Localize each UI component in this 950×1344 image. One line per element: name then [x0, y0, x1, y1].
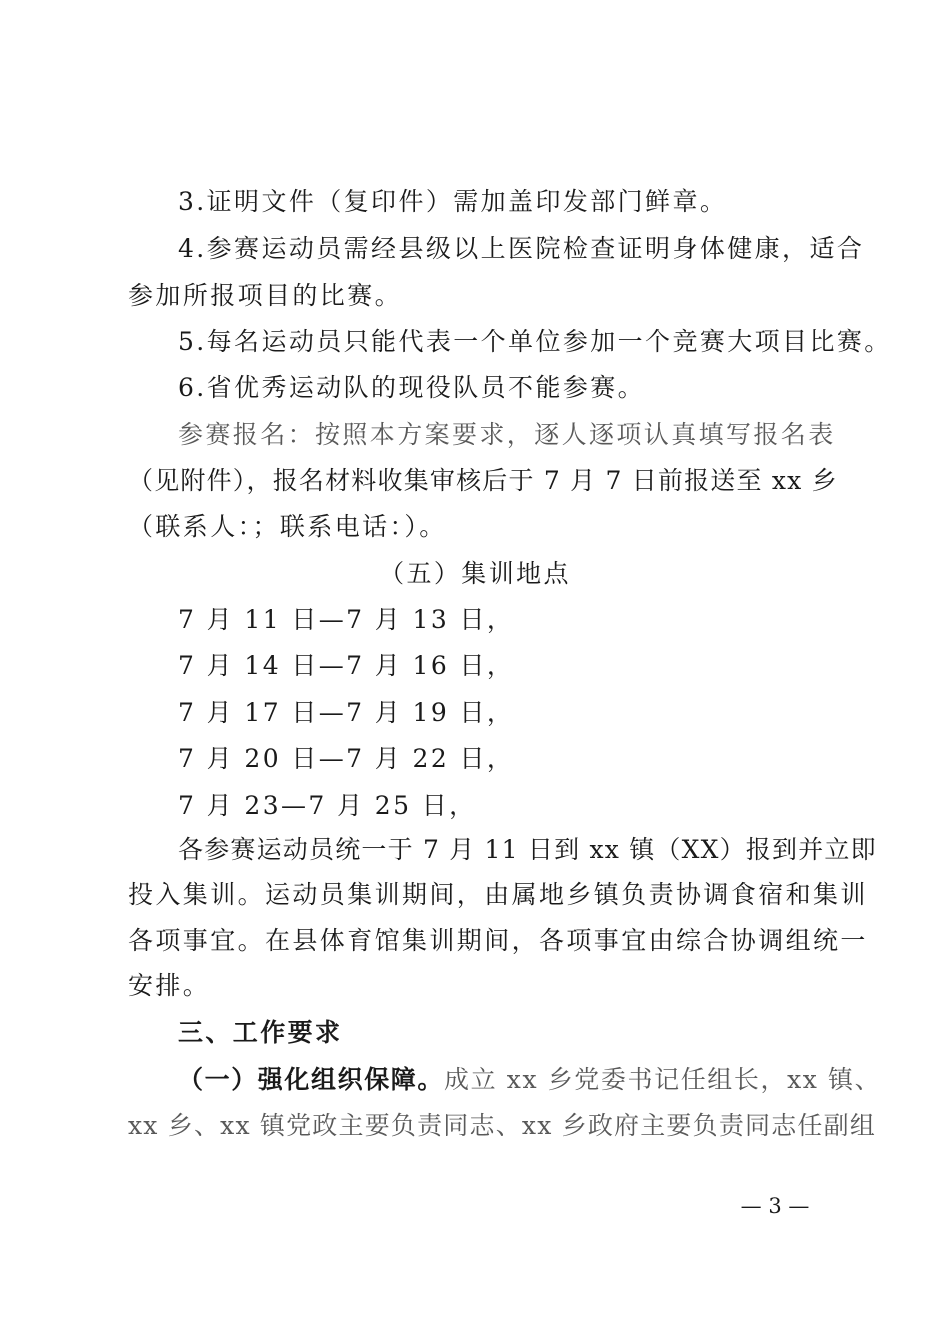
- date-range-line: 7 月 20 日—7 月 22 日，: [178, 744, 515, 773]
- paragraph-line: （联系人：；联系电话：）。: [128, 512, 447, 541]
- paragraph-line: 投入集训。运动员集训期间，由属地乡镇负责协调食宿和集训: [128, 880, 868, 909]
- paragraph-line: 各项事宜。在县体育馆集训期间，各项事宜由综合协调组统一: [128, 926, 868, 955]
- date-range-line: 7 月 14 日—7 月 16 日，: [178, 651, 515, 680]
- paragraph-line: 5.每名运动员只能代表一个单位参加一个竞赛大项目比赛。: [178, 327, 892, 356]
- paragraph-line: 4.参赛运动员需经县级以上医院检查证明身体健康，适合: [178, 234, 865, 263]
- paragraph-line: 各参赛运动员统一于 7 月 11 日到 xx 镇（XX）报到并立即: [178, 835, 877, 864]
- date-range-line: 7 月 17 日—7 月 19 日，: [178, 698, 515, 727]
- paragraph-line: 6.省优秀运动队的现役队员不能参赛。: [178, 373, 646, 402]
- paragraph-text: 成立 xx 乡党委书记任组长，xx 镇、: [444, 1065, 882, 1094]
- subsection-heading: （一）强化组织保障。: [178, 1065, 445, 1094]
- date-range-line: 7 月 23—7 月 25 日，: [178, 791, 477, 820]
- paragraph-line: 安排。: [128, 971, 211, 1000]
- paragraph-line: 参赛报名：按照本方案要求，逐人逐项认真填写报名表: [178, 420, 836, 449]
- section-heading: 三、工作要求: [178, 1018, 343, 1047]
- paragraph-line: （见附件），报名材料收集审核后于 7 月 7 日前报送至 xx 乡: [128, 466, 838, 495]
- paragraph-line: xx 乡、xx 镇党政主要负责同志、xx 乡政府主要负责同志任副组: [128, 1111, 877, 1140]
- paragraph-line: 参加所报项目的比赛。: [128, 281, 403, 310]
- page-number: — 3 —: [740, 1194, 810, 1218]
- section-heading: （五）集训地点: [379, 559, 571, 588]
- paragraph-line: [178, 1063, 882, 1097]
- date-range-line: 7 月 11 日—7 月 13 日，: [178, 605, 515, 634]
- paragraph-line: 3.证明文件（复印件）需加盖印发部门鲜章。: [178, 187, 728, 216]
